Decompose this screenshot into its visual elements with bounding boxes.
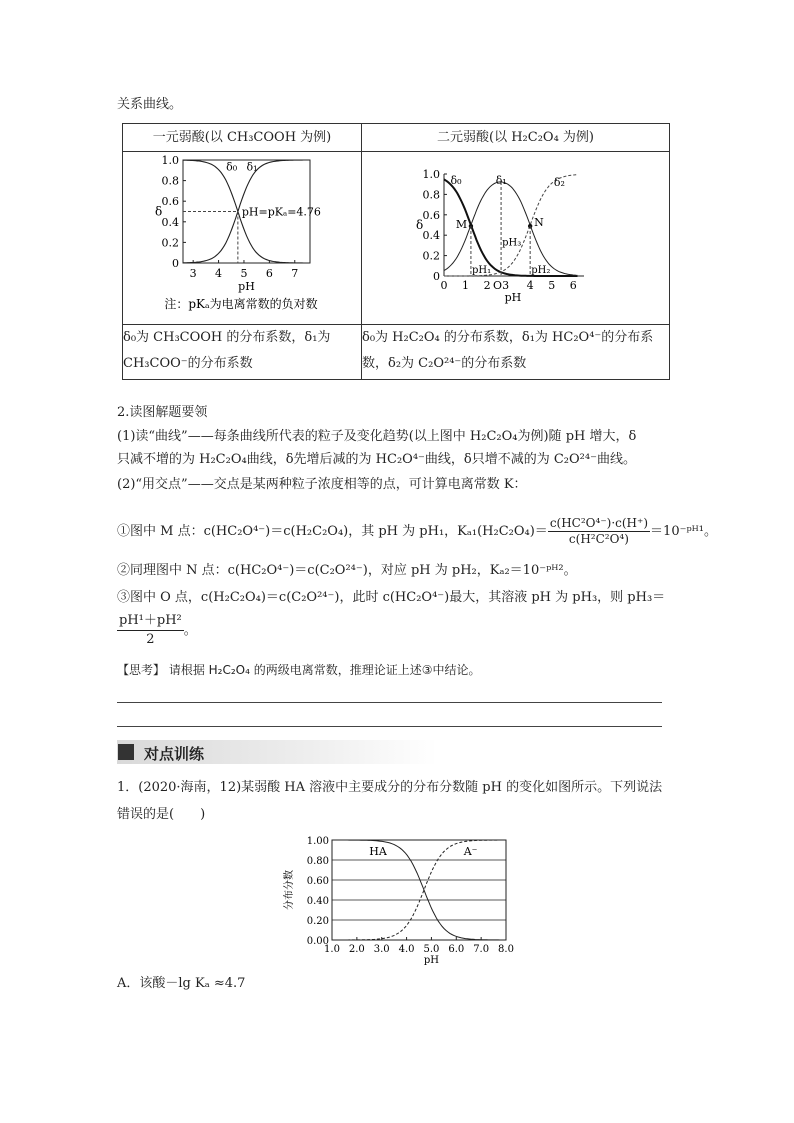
- x-tick-label: 7: [291, 267, 299, 280]
- series-label-delta0: δ₀: [450, 174, 462, 188]
- answer-line-2[interactable]: [117, 726, 662, 727]
- think-prompt: 【思考】 请根据 H₂C₂O₄ 的两级电离常数，推理论证上述③中结论。: [117, 663, 481, 677]
- crossing-annotation: pH=pKₐ=4.76: [241, 205, 321, 219]
- section2-item2: ②同理图中 N 点：c(HC₂O⁴⁻)＝c(C₂O²⁴⁻)，对应 pH 为 pH₂，Kₐ₂＝10⁻ᵖᴴ²。: [117, 563, 577, 578]
- plot-frame: [332, 840, 506, 940]
- item3-end: 。: [183, 623, 197, 638]
- point-m-label: M: [455, 218, 468, 232]
- label-pH1: pH₁: [472, 265, 492, 276]
- x-tick-label: 2: [483, 279, 491, 292]
- option-a: A．该酸－lg Kₐ ≈4.7: [117, 976, 246, 991]
- label-pH2: pH₂: [531, 265, 551, 276]
- chart-note: 注：pKₐ为电离常数的负对数: [164, 297, 318, 311]
- answer-line-1[interactable]: [117, 702, 662, 703]
- x-tick-label: 2.0: [348, 944, 365, 955]
- y-tick-label: 0.80: [306, 856, 329, 867]
- x-tick-label: 7.0: [473, 944, 490, 955]
- item1-denominator: c(H²C²O⁴): [568, 532, 629, 546]
- section2-p1-line1: (1)读“曲线”——每条曲线所代表的粒子及变化趋势(以上图中 H₂C₂O₄为例)随 pH 增大，δ: [117, 429, 637, 444]
- x-tick-label: 1: [462, 279, 470, 292]
- x-tick-label: 4: [215, 267, 223, 280]
- y-axis-label: δ: [155, 204, 163, 219]
- y-tick-label: 0.4: [422, 229, 440, 243]
- x-tick-label: 3: [189, 267, 197, 280]
- intro-text: 关系曲线。: [117, 97, 183, 112]
- series-label-delta2: δ₂: [553, 176, 565, 190]
- section3-title: 对点训练: [144, 745, 205, 763]
- x-axis-label: pH: [423, 955, 439, 965]
- series-label-delta1: δ₁: [495, 174, 507, 188]
- x-tick-label: 5.0: [423, 944, 440, 955]
- y-tick-label: 0: [172, 257, 179, 270]
- desc-right-line2: 数，δ₂为 C₂O²⁴⁻的分布系数: [362, 356, 527, 371]
- chart-diprotic: [362, 152, 669, 320]
- question1-line2: 错误的是( ): [117, 807, 206, 822]
- y-tick-label: 0.4: [161, 215, 179, 229]
- y-tick-label: 0.6: [161, 195, 179, 209]
- y-tick-label: 0.00: [306, 936, 329, 947]
- y-axis-label: 分布分数: [284, 870, 295, 910]
- series-label-delta0: δ₀: [226, 160, 238, 174]
- x-tick-label: 5: [240, 267, 248, 280]
- series-label-HA: HA: [369, 845, 387, 858]
- y-tick-label: 0.8: [422, 188, 440, 202]
- x-tick-label: 1.0: [324, 944, 340, 955]
- x-tick-label: O3: [493, 279, 510, 292]
- section2-p1-line2: 只减不增的为 H₂C₂O₄曲线，δ先增后减的为 HC₂O⁴⁻曲线，δ只增不减的为 C₂O²⁴⁻曲线。: [117, 452, 636, 467]
- desc-left-line2: CH₃COO⁻的分布系数: [123, 356, 253, 371]
- x-tick-label: 3.0: [373, 944, 390, 955]
- desc-right-line1: δ₀为 H₂C₂O₄ 的分布系数，δ₁为 HC₂O⁴⁻的分布系: [362, 330, 654, 345]
- x-tick-label: 4: [526, 279, 534, 292]
- section2-item3: ③图中 O 点，c(H₂C₂O₄)＝c(C₂O²⁴⁻)，此时 c(HC₂O⁴⁻)最大，其溶液 pH 为 pH₃，则 pH₃＝: [117, 590, 666, 605]
- question1-line1: 1．(2020·海南，12)某弱酸 HA 溶液中主要成分的分布分数随 pH 的变化如图所示。下列说法: [117, 780, 663, 795]
- item3-fraction: [117, 612, 197, 649]
- curve-HA: [332, 840, 506, 940]
- y-tick-label: 0.6: [422, 208, 440, 222]
- x-tick-label: 4.0: [398, 944, 415, 955]
- x-axis-label: pH: [238, 280, 255, 293]
- x-tick-label: 5: [548, 279, 556, 292]
- item3-numerator: pH¹＋pH²: [117, 612, 184, 631]
- table-header-right: 二元弱酸(以 H₂C₂O₄ 为例): [362, 124, 670, 152]
- desc-left-line1: δ₀为 CH₃COOH 的分布系数，δ₁为: [123, 330, 331, 345]
- item1-fraction: [548, 516, 650, 547]
- y-tick-label: 1.0: [161, 154, 179, 167]
- x-tick-label: 6.0: [448, 944, 465, 955]
- label-pH3: pH₃: [502, 237, 522, 249]
- y-axis-label: δ: [416, 218, 424, 232]
- curve-A: [332, 840, 506, 940]
- y-tick-label: 0.20: [306, 916, 329, 927]
- x-tick-label: 0: [440, 279, 448, 292]
- item3-denominator: 2: [146, 632, 155, 647]
- section-icon: [118, 744, 134, 760]
- section2-p2: (2)“用交点”——交点是某两种粒子浓度相等的点，可计算电离常数 K：: [117, 477, 527, 492]
- section2-title: 2.读图解题要领: [117, 405, 208, 420]
- y-tick-label: 0.60: [306, 876, 329, 887]
- item1-prefix: ①图中 M 点：c(HC₂O⁴⁻)＝c(H₂C₂O₄)，其 pH 为 pH₁，Kₐ₁(H₂C₂O₄)＝: [117, 524, 548, 539]
- table-header-left: 一元弱酸(以 CH₃COOH 为例): [123, 124, 362, 152]
- item1-numerator: c(HC²O⁴⁻)·c(H⁺): [549, 516, 649, 530]
- x-axis-label: pH: [504, 291, 522, 304]
- section2-item1: [117, 516, 717, 547]
- y-tick-label: 0.8: [161, 174, 179, 188]
- y-tick-label: 0.40: [306, 896, 329, 907]
- series-label-A: A⁻: [463, 845, 478, 858]
- chart-question1: [280, 830, 520, 965]
- x-tick-label: 6: [569, 279, 577, 292]
- point-n-label: N: [534, 216, 544, 230]
- comparison-table: [122, 123, 670, 380]
- y-tick-label: 1.00: [306, 836, 329, 847]
- x-tick-label: 8.0: [498, 944, 514, 955]
- x-tick-label: 6: [265, 267, 273, 280]
- y-tick-label: 1.0: [422, 168, 440, 181]
- y-tick-label: 0: [433, 270, 440, 283]
- item1-suffix: ＝10⁻ᵖᴴ¹。: [650, 524, 718, 539]
- chart-monoprotic: [123, 152, 361, 320]
- y-tick-label: 0.2: [161, 236, 179, 250]
- y-tick-label: 0.2: [422, 249, 440, 263]
- series-label-delta1: δ₁: [246, 160, 258, 174]
